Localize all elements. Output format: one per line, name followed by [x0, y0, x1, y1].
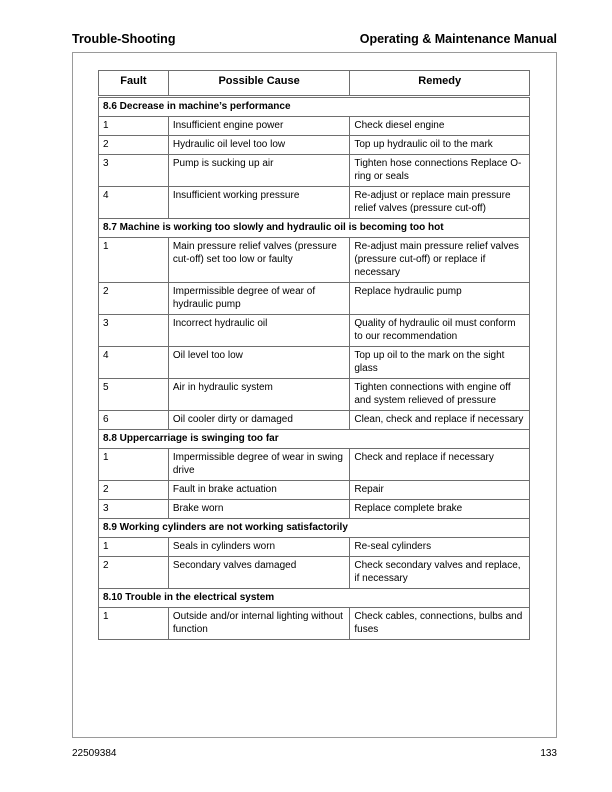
column-header-fault: Fault	[99, 71, 169, 97]
remedy: Replace complete brake	[350, 500, 530, 519]
table-row	[99, 155, 530, 187]
remedy: Check and replace if necessary	[350, 449, 530, 481]
fault-number: 1	[99, 117, 169, 136]
column-header-remedy: Remedy	[350, 71, 530, 97]
table-row	[99, 411, 530, 430]
fault-number: 2	[99, 481, 169, 500]
remedy: Clean, check and replace if necessary	[350, 411, 530, 430]
remedy: Check secondary valves and replace, if necessary	[350, 557, 530, 589]
fault-number: 6	[99, 411, 169, 430]
header-section-title: Trouble-Shooting	[72, 32, 176, 46]
section-row	[99, 430, 530, 449]
table-row	[99, 557, 530, 589]
remedy: Top up oil to the mark on the sight glass	[350, 347, 530, 379]
section-title: 8.7 Machine is working too slowly and hydraulic oil is becoming too hot	[99, 219, 530, 238]
table-row	[99, 283, 530, 315]
possible-cause: Main pressure relief valves (pressure cut-off) set too low or faulty	[168, 238, 350, 283]
possible-cause: Air in hydraulic system	[168, 379, 350, 411]
possible-cause: Outside and/or internal lighting without function	[168, 608, 350, 640]
table-row	[99, 449, 530, 481]
section-row	[99, 589, 530, 608]
remedy: Repair	[350, 481, 530, 500]
section-row	[99, 519, 530, 538]
possible-cause: Secondary valves damaged	[168, 557, 350, 589]
table-row	[99, 136, 530, 155]
section-title: 8.8 Uppercarriage is swinging too far	[99, 430, 530, 449]
fault-number: 5	[99, 379, 169, 411]
table-row	[99, 347, 530, 379]
table-row	[99, 500, 530, 519]
table-row	[99, 238, 530, 283]
fault-number: 4	[99, 187, 169, 219]
possible-cause: Impermissible degree of wear of hydraulic pump	[168, 283, 350, 315]
page-number: 133	[540, 748, 557, 759]
remedy: Top up hydraulic oil to the mark	[350, 136, 530, 155]
fault-number: 1	[99, 238, 169, 283]
possible-cause: Hydraulic oil level too low	[168, 136, 350, 155]
possible-cause: Oil cooler dirty or damaged	[168, 411, 350, 430]
column-header-cause: Possible Cause	[168, 71, 350, 97]
section-title: 8.6 Decrease in machine’s performance	[99, 97, 530, 117]
table-row	[99, 187, 530, 219]
possible-cause: Seals in cylinders worn	[168, 538, 350, 557]
section-row	[99, 97, 530, 117]
fault-number: 3	[99, 315, 169, 347]
table-row	[99, 608, 530, 640]
fault-number: 2	[99, 283, 169, 315]
remedy: Re-seal cylinders	[350, 538, 530, 557]
section-title: 8.10 Trouble in the electrical system	[99, 589, 530, 608]
remedy: Re-adjust main pressure relief valves (pressure cut-off) or replace if necessary	[350, 238, 530, 283]
fault-number: 1	[99, 608, 169, 640]
document-number: 22509384	[72, 748, 117, 759]
table-row	[99, 315, 530, 347]
section-title: 8.9 Working cylinders are not working satisfactorily	[99, 519, 530, 538]
possible-cause: Brake worn	[168, 500, 350, 519]
table-header-row	[99, 71, 530, 97]
fault-number: 1	[99, 538, 169, 557]
table-row	[99, 117, 530, 136]
section-row	[99, 219, 530, 238]
fault-number: 3	[99, 155, 169, 187]
fault-number: 2	[99, 136, 169, 155]
troubleshooting-table	[98, 70, 530, 640]
possible-cause: Incorrect hydraulic oil	[168, 315, 350, 347]
remedy: Check cables, connections, bulbs and fuses	[350, 608, 530, 640]
possible-cause: Insufficient working pressure	[168, 187, 350, 219]
remedy: Check diesel engine	[350, 117, 530, 136]
table-row	[99, 538, 530, 557]
header-manual-title: Operating & Maintenance Manual	[359, 32, 557, 46]
table-row	[99, 481, 530, 500]
table-row	[99, 379, 530, 411]
remedy: Tighten hose connections Replace O-ring or seals	[350, 155, 530, 187]
remedy: Replace hydraulic pump	[350, 283, 530, 315]
possible-cause: Pump is sucking up air	[168, 155, 350, 187]
remedy: Tighten connections with engine off and system relieved of pressure	[350, 379, 530, 411]
fault-number: 2	[99, 557, 169, 589]
fault-number: 4	[99, 347, 169, 379]
fault-number: 1	[99, 449, 169, 481]
remedy: Quality of hydraulic oil must conform to our recommendation	[350, 315, 530, 347]
table-body	[99, 97, 530, 640]
fault-number: 3	[99, 500, 169, 519]
remedy: Re-adjust or replace main pressure relief valves (pressure cut-off)	[350, 187, 530, 219]
possible-cause: Insufficient engine power	[168, 117, 350, 136]
possible-cause: Fault in brake actuation	[168, 481, 350, 500]
possible-cause: Oil level too low	[168, 347, 350, 379]
possible-cause: Impermissible degree of wear in swing drive	[168, 449, 350, 481]
